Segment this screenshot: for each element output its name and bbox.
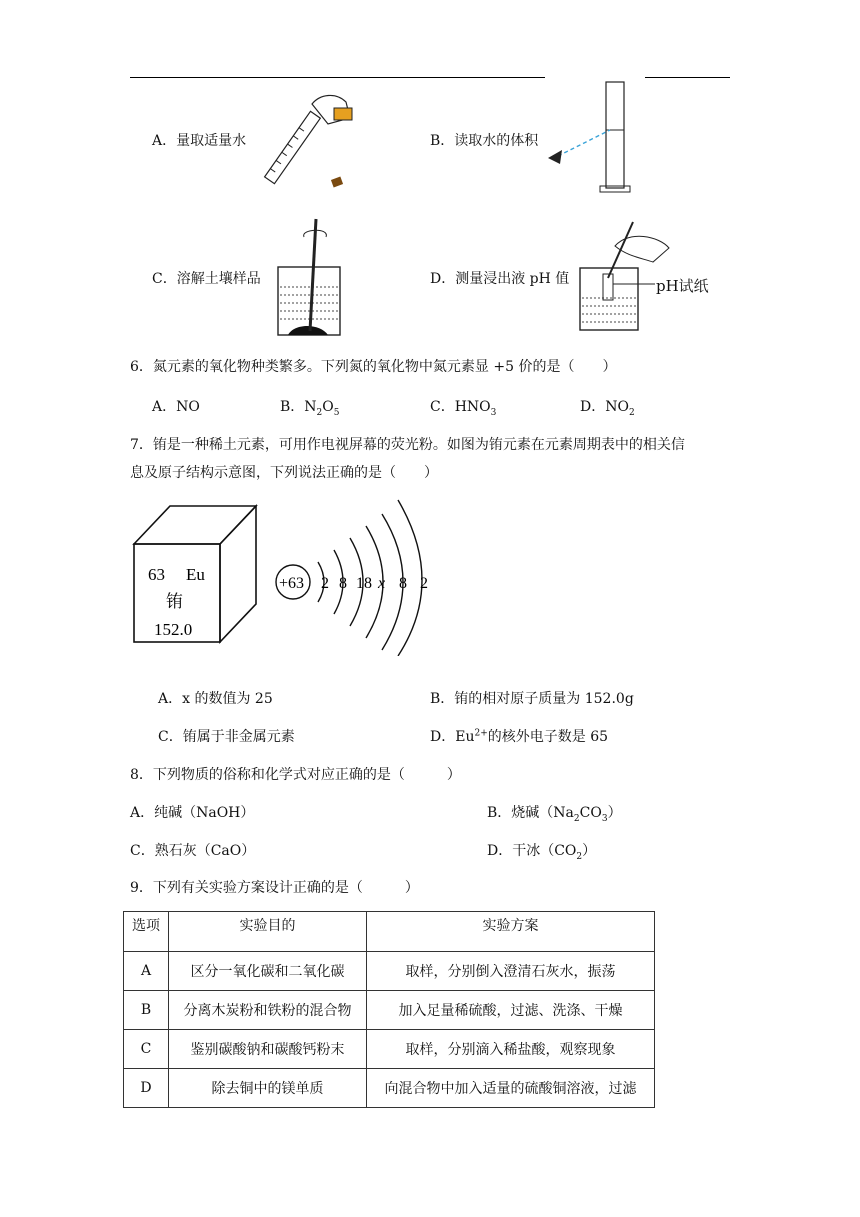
q5-option-b[interactable]: B．读取水的体积 [430, 133, 539, 149]
q6-b-s2: 5 [333, 407, 340, 418]
table-cell-option: D [124, 1069, 169, 1108]
q5-option-d[interactable]: D．测量浸出液 pH 值 [430, 271, 570, 287]
q6-option-b[interactable] [280, 396, 340, 418]
q5-option-a[interactable]: A．量取适量水 [152, 133, 247, 149]
table-cell-plan: 加入足量稀硫酸，过滤、洗涤、干燥 [367, 991, 655, 1030]
table-cell-plan: 取样，分别倒入澄清石灰水，振荡 [367, 952, 655, 991]
read-volume-illustration [540, 78, 660, 198]
table-cell-option: C [124, 1030, 169, 1069]
table-header-cell: 选项 [124, 912, 169, 952]
q6-d-f1: NO [605, 399, 629, 415]
q7-d-rest: 的核外电子数是 65 [487, 729, 609, 745]
experiment-table [123, 911, 655, 1108]
table-header-cell: 实验方案 [367, 912, 655, 952]
q7-option-d[interactable] [430, 726, 608, 746]
element-name: 铕 [166, 592, 183, 611]
table-row[interactable] [124, 1030, 655, 1069]
table-row[interactable] [124, 952, 655, 991]
q8-stem: 8．下列物质的俗称和化学式对应正确的是（ ） [130, 767, 461, 783]
q7-option-b[interactable]: B．铕的相对原子质量为 152.0g [430, 691, 634, 707]
element-symbol: Eu [186, 565, 205, 584]
q6-c-prefix: C． [430, 399, 455, 415]
table-row[interactable] [124, 1069, 655, 1108]
q7-d-charge: 2+ [474, 728, 488, 739]
shell-count-5: 8 [399, 575, 407, 592]
q6-c-s1: 3 [490, 407, 497, 418]
q7-d-prefix: D．Eu [430, 729, 475, 745]
q6-d-prefix: D． [580, 399, 606, 415]
q9-stem: 9．下列有关实验方案设计正确的是（ ） [130, 880, 419, 896]
element-mass: 152.0 [154, 620, 193, 639]
q8-option-c[interactable]: C．熟石灰（CaO） [130, 843, 256, 859]
q7-stem-line2: 息及原子结构示意图，下列说法正确的是（ ） [130, 465, 438, 481]
q8-b-s2: 3 [601, 813, 608, 824]
element-cube [134, 506, 256, 642]
q7-option-c[interactable]: C．铕属于非金属元素 [158, 729, 295, 745]
table-cell-purpose: 区分一氧化碳和二氧化碳 [169, 952, 367, 991]
q8-d-s1: 2 [576, 851, 583, 862]
q8-option-a[interactable]: A．纯碱（NaOH） [130, 805, 255, 821]
table-row[interactable] [124, 991, 655, 1030]
table-cell-option: A [124, 952, 169, 991]
shell-count-2: 8 [339, 575, 347, 592]
table-cell-plan: 向混合物中加入适量的硫酸铜溶液，过滤 [367, 1069, 655, 1108]
header-rule-left [130, 77, 545, 78]
q8-option-d[interactable] [487, 840, 596, 862]
q7-option-a[interactable]: A．x 的数值为 25 [158, 691, 273, 707]
q8-option-b[interactable] [487, 802, 622, 824]
q6-b-f2: O [322, 399, 334, 415]
shell-count-6: 2 [420, 575, 428, 592]
q6-option-d[interactable] [580, 396, 635, 418]
q8-b-prefix: B．烧碱（Na [487, 805, 574, 821]
q6-option-a[interactable]: A．NO [152, 399, 200, 415]
q8-b-end: ） [607, 805, 622, 821]
q6-c-f1: HNO [454, 399, 491, 415]
ph-paper-label: pH试纸 [656, 277, 709, 295]
q8-d-prefix: D．干冰（CO [487, 843, 577, 859]
q7-stem-line1: 7．铕是一种稀土元素，可用作电视屏幕的荧光粉。如图为铕元素在元素周期表中的相关信 [130, 437, 685, 453]
measure-water-illustration [250, 88, 370, 198]
table-header-cell: 实验目的 [169, 912, 367, 952]
table-header-row [124, 912, 655, 952]
shell-count-3: 18 [356, 575, 372, 592]
q5-option-c[interactable]: C．溶解土壤样品 [152, 271, 261, 287]
table-cell-plan: 取样，分别滴入稀盐酸，观察现象 [367, 1030, 655, 1069]
q6-d-s1: 2 [628, 407, 635, 418]
q6-option-c[interactable] [430, 396, 496, 418]
table-cell-purpose: 除去铜中的镁单质 [169, 1069, 367, 1108]
q6-b-s1: 2 [316, 407, 323, 418]
q6-stem: 6．氮元素的氧化物种类繁多。下列氮的氧化物中氮元素显 +5 价的是（ ） [130, 359, 617, 375]
europium-diagram [128, 492, 448, 656]
table-cell-option: B [124, 991, 169, 1030]
shell-count-4: x [378, 575, 386, 592]
shell-count-1: 2 [321, 575, 329, 592]
dissolve-soil-illustration [270, 215, 350, 340]
q6-b-prefix: B． [280, 399, 305, 415]
q6-b-f1: N [304, 399, 317, 415]
q8-b-s1: 2 [573, 813, 580, 824]
q8-b-mid: CO [579, 805, 602, 821]
table-cell-purpose: 分离木炭粉和铁粉的混合物 [169, 991, 367, 1030]
table-cell-purpose: 鉴别碳酸钠和碳酸钙粉末 [169, 1030, 367, 1069]
q8-d-end: ） [582, 843, 597, 859]
element-number: 63 [148, 565, 165, 584]
nucleus-charge: +63 [279, 575, 305, 592]
